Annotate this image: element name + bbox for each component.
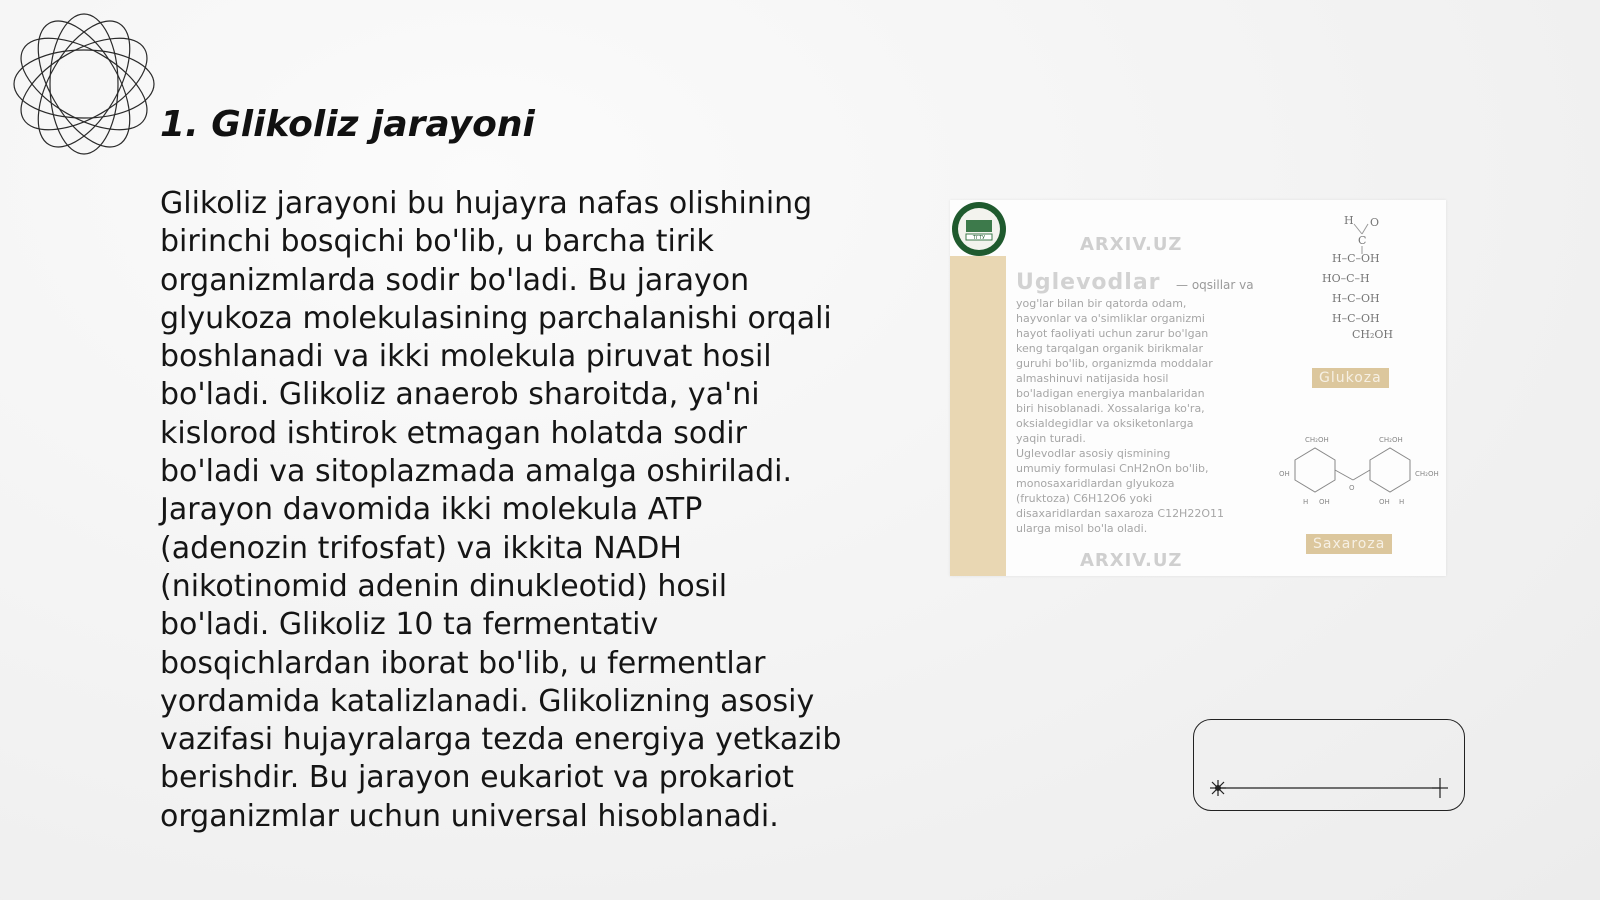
- svg-text:CH₂OH: CH₂OH: [1352, 328, 1394, 341]
- svg-text:H–C–OH: H–C–OH: [1332, 292, 1380, 305]
- svg-text:H–C–OH: H–C–OH: [1332, 252, 1380, 265]
- svg-text:H: H: [1399, 498, 1405, 506]
- svg-text:HO–C–H: HO–C–H: [1322, 272, 1370, 285]
- textbook-heading: Uglevodlar: [1016, 270, 1161, 295]
- svg-text:OH: OH: [1279, 470, 1290, 478]
- sucrose-label: Saxaroza: [1306, 534, 1392, 554]
- textbook-paragraph: yog'lar bilan bir qatorda odam, hayvonlar va o'simliklar organizmi hayot faoliyati uchun zarur bo'lgan keng tarqalgan organik birikmalar guruhi bo'lib, organizmda moddalar almashinuvi natijasida hosil bo'ladigan energiya manbalaridan biri hisoblanadi. Xossalariga ko'ra, oksialdegidlar va oksiketonlarga yaqin turadi. Uglevodlar asosiy qismining umumiy formulasi CnH2nOn bo'lib, monosaxaridlardan glyukoza (fruktoza) C6H12O6 yoki disaxaridlardan saxaroza C12H22O11 ularga misol bo'la oladi.: [1016, 297, 1224, 535]
- slide-title: 1. Glikoliz jarayoni: [160, 104, 535, 145]
- svg-text:OH: OH: [1379, 498, 1390, 506]
- sucrose-structure-icon: [1275, 430, 1439, 510]
- decorative-line-icon: [1194, 720, 1464, 810]
- slide-body-text: Glikoliz jarayoni bu hujayra nafas olishining birinchi bosqichi bo'lib, u barcha tirik organizmlarda sodir bo'ladi. Bu jarayon glyukoza molekulasining parchalanishi orqali boshlanadi va ikki molekula piruvat hosil bo'ladi. Glikoliz anaerob sharoitda, ya'ni kislorod ishtirok etmagan holatda sodir bo'ladi va sitoplazmada amalga oshiriladi. Jarayon davomida ikki molekula ATP (adenozin trifosfat) va ikkita NADH (nikotinomid adenin dinukleotid) hosil bo'ladi. Glikoliz 10 ta fermentativ bosqichlardan iborat bo'lib, u fermentlar yordamida katalizlanadi. Glikolizning asosiy vazifasi hujayralarga tezda energiya yetkazib berishdir. Bu jarayon eukariot va prokariot organizmlar uchun universal hisoblanadi.: [160, 186, 842, 834]
- svg-text:CH₂OH: CH₂OH: [1379, 436, 1403, 444]
- svg-text:CH₂OH: CH₂OH: [1305, 436, 1329, 444]
- svg-text:H: H: [1303, 498, 1309, 506]
- svg-text:H–C–OH: H–C–OH: [1332, 312, 1380, 325]
- svg-text:CH₂OH: CH₂OH: [1415, 470, 1439, 478]
- ornament-circles-icon: [10, 10, 158, 158]
- glucose-label: Glukoza: [1312, 368, 1389, 388]
- glucose-formula-icon: [1310, 210, 1440, 340]
- textbook-image: [950, 200, 1446, 576]
- watermark-top: ARXIV.UZ: [1080, 234, 1183, 255]
- textbook-heading-rest: — oqsillar va: [1176, 278, 1254, 292]
- logo-text: ТГТУ: [972, 235, 986, 241]
- svg-text:O: O: [1349, 484, 1355, 492]
- svg-text:O: O: [1370, 216, 1380, 229]
- svg-text:C: C: [1358, 234, 1367, 247]
- decorative-line-box: [1193, 719, 1465, 811]
- watermark-bottom: ARXIV.UZ: [1080, 550, 1183, 571]
- svg-text:H: H: [1344, 214, 1354, 227]
- university-logo-icon: [950, 200, 1008, 258]
- textbook-side-strip: [950, 256, 1006, 576]
- svg-text:OH: OH: [1319, 498, 1330, 506]
